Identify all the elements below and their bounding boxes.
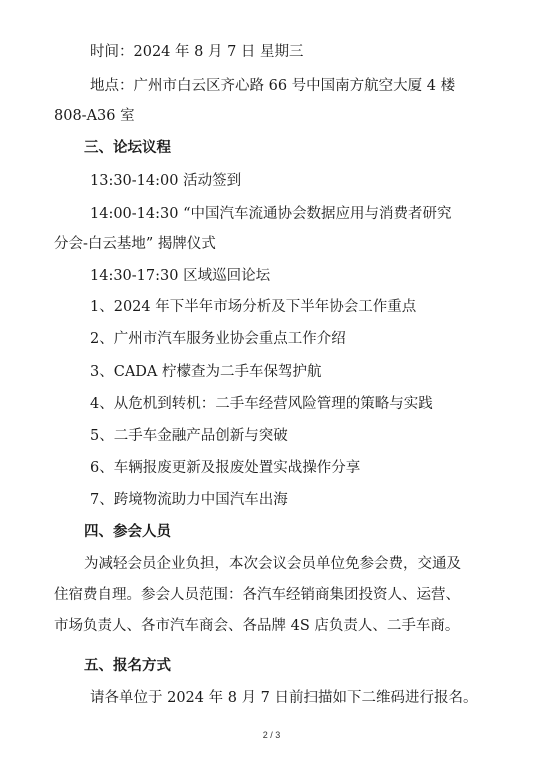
- forum-topic: 3、CADA 柠檬查为二手车保驾护航: [90, 364, 322, 380]
- attendees-paragraph-line: 为减轻会员企业负担，本次会议会员单位免参会费，交通及: [84, 556, 461, 572]
- location-line: 地点：广州市白云区齐心路 66 号中国南方航空大厦 4 楼: [90, 78, 456, 94]
- section-title-attendees: 四、参会人员: [84, 524, 171, 540]
- page-number: 2 / 3: [262, 730, 281, 740]
- forum-topic: 6、车辆报废更新及报废处置实战操作分享: [90, 460, 361, 476]
- registration-line: 请各单位于 2024 年 8 月 7 日前扫描如下二维码进行报名。: [90, 690, 478, 706]
- attendees-paragraph-line: 市场负责人、各市汽车商会、各品牌 4S 店负责人、二手车商。: [54, 618, 460, 634]
- agenda-item-checkin: 13:30-14:00 活动签到: [90, 173, 242, 189]
- forum-topic: 7、跨境物流助力中国汽车出海: [90, 492, 288, 508]
- agenda-item-forum: 14:30-17:30 区域巡回论坛: [90, 268, 271, 284]
- forum-topic: 4、从危机到转机：二手车经营风险管理的策略与实践: [90, 396, 433, 412]
- location-line-continued: 808-A36 室: [54, 108, 135, 124]
- section-title-agenda: 三、论坛议程: [84, 140, 171, 156]
- forum-topic: 1、2024 年下半年市场分析及下半年协会工作重点: [90, 299, 417, 315]
- section-title-registration: 五、报名方式: [84, 658, 171, 674]
- agenda-item-ceremony-continued: 分会-白云基地” 揭牌仪式: [54, 236, 216, 252]
- forum-topic: 2、广州市汽车服务业协会重点工作介绍: [90, 331, 346, 347]
- attendees-paragraph-line: 住宿费自理。参会人员范围：各汽车经销商集团投资人、运营、: [54, 587, 460, 603]
- agenda-item-ceremony: 14:00-14:30 “中国汽车流通协会数据应用与消费者研究: [90, 206, 452, 222]
- time-line: 时间：2024 年 8 月 7 日 星期三: [90, 44, 304, 60]
- forum-topic: 5、二手车金融产品创新与突破: [90, 428, 288, 444]
